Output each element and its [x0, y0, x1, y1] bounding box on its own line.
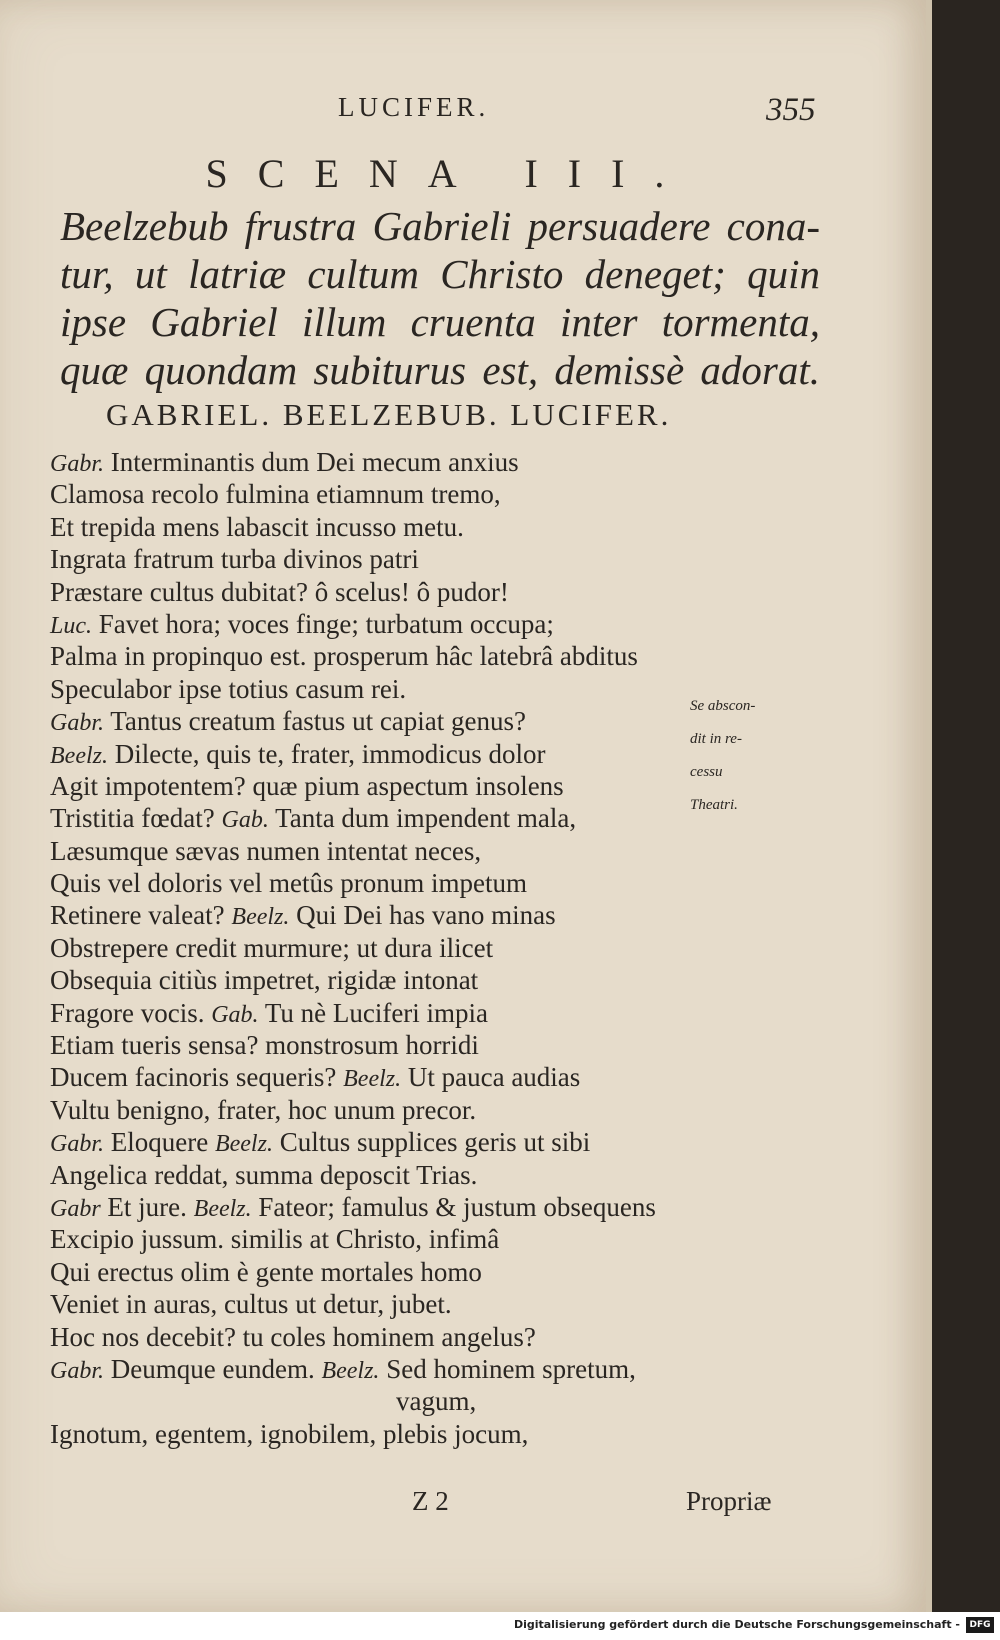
verse-line: [50, 478, 830, 510]
speaker-abbrev: Beelz.: [231, 904, 290, 931]
speaker-abbrev: Gabr.: [50, 710, 105, 737]
verse-line: [50, 835, 830, 867]
verse-line: [50, 1159, 830, 1191]
marginal-line: dit in re-: [690, 731, 742, 747]
line-text: Clamosa recolo fulmina etiamnum tremo,: [50, 479, 501, 510]
speaker-abbrev: Gabr: [50, 1195, 101, 1222]
verse-line: [50, 1256, 830, 1288]
speaker-abbrev: Gabr.: [50, 451, 105, 477]
verse-line: [50, 1223, 830, 1255]
speaker-abbrev: Beelz.: [343, 1066, 402, 1093]
line-text: Ut pauca audias: [401, 1062, 581, 1093]
speaker-abbrev: Beelz.: [321, 1357, 380, 1384]
verse-line: [50, 1288, 830, 1320]
line-text: Interminantis dum Dei mecum anxius: [104, 447, 519, 477]
verse-line: [50, 640, 830, 672]
line-text: Qui Dei has vano minas: [289, 900, 556, 931]
line-text: Angelica reddat, summa deposcit Trias.: [50, 1159, 478, 1190]
line-text: Sed hominem spretum,: [379, 1353, 636, 1384]
argument-line: Beelzebub frustra Gabrieli persuadere cona-: [60, 203, 820, 249]
verse-line: [50, 1191, 830, 1223]
catchword: Propriæ: [686, 1486, 772, 1516]
line-text: Obstrepere credit murmure; ut dura ilicet: [50, 932, 494, 963]
verse-line: [50, 576, 830, 608]
line-text: Obsequia citiùs impetret, rigidæ intonat: [50, 965, 479, 996]
line-text: Ingrata fratrum turba divinos patri: [50, 544, 419, 575]
verse-line: [50, 1385, 830, 1417]
verse-line: [50, 867, 830, 899]
line-text: Tu nè Luciferi impia: [258, 997, 489, 1028]
line-text: Tristitia fœdat?: [50, 803, 222, 834]
speaker-abbrev: Beelz.: [214, 1131, 273, 1158]
digitization-bar: [0, 1612, 1000, 1640]
marginal-line: cessu: [690, 764, 723, 780]
line-text: Palma in propinquo est. prosperum hâc latebrâ abditus: [50, 641, 638, 672]
line-text: Tanta dum impendent mala,: [268, 803, 577, 834]
verse-line: [50, 1061, 830, 1093]
line-text: Et jure.: [100, 1191, 194, 1222]
speaker-abbrev: Beelz.: [193, 1195, 252, 1222]
speaker-abbrev: Gab.: [211, 1001, 259, 1028]
verse-line: [50, 1418, 830, 1450]
line-text: Veniet in auras, cultus ut detur, jubet.: [50, 1289, 452, 1320]
argument-line: quæ quondam subiturus est, demissè adorat.: [60, 347, 820, 393]
line-text: Quis vel doloris vel metûs pronum impetum: [50, 868, 527, 899]
verse-line: [50, 932, 830, 964]
marginal-line: Theatri.: [690, 797, 738, 813]
digitization-note: Digitalisierung gefördert durch die Deutsche Forschungsgemeinschaft -: [513, 1618, 960, 1631]
line-text: Vultu benigno, frater, hoc unum precor.: [50, 1094, 477, 1125]
page-number: 355: [766, 92, 816, 128]
verse-line: [50, 608, 830, 640]
line-text: Eloquere: [104, 1127, 215, 1158]
dfg-logo: DFG: [966, 1617, 994, 1633]
verse-line: [50, 899, 830, 931]
line-text: Etiam tueris sensa? monstrosum horridi: [50, 1030, 479, 1061]
verse-line: [50, 1029, 830, 1061]
speaker-abbrev: Gabr.: [50, 1131, 105, 1158]
signature-mark: Z 2: [412, 1486, 449, 1516]
line-text: Cultus supplices geris ut sibi: [272, 1127, 591, 1158]
line-text: Fateor; famulus & justum obsequens: [251, 1191, 656, 1222]
verse-line: [50, 511, 830, 543]
argument-line: ipse Gabriel illum cruenta inter tormenta,: [60, 299, 820, 345]
marginal-line: Se abscon-: [690, 698, 756, 714]
verse-text: [50, 446, 830, 1450]
line-text: Dilecte, quis te, frater, immodicus dolor: [107, 738, 546, 769]
line-text: Hoc nos decebit? tu coles hominem angelus?: [50, 1321, 536, 1352]
line-text: Præstare cultus dubitat? ô scelus! ô pudor!: [50, 576, 509, 607]
line-text: Agit impotentem? quæ pium aspectum insolens: [50, 770, 564, 801]
line-text: Tantus creatum fastus ut capiat genus?: [104, 706, 526, 737]
line-text: Læsumque sævas numen intentat neces,: [50, 835, 482, 866]
line-text: Speculabor ipse totius casum rei.: [50, 673, 407, 704]
speaker-abbrev: Luc.: [50, 612, 92, 639]
line-text: Et trepida mens labascit incusso metu.: [50, 511, 464, 542]
scene-title: SCENA III.: [205, 151, 695, 196]
line-text: vagum,: [396, 1386, 477, 1417]
speaker-abbrev: Gab.: [221, 807, 269, 834]
marginal-stage-direction: [690, 690, 800, 822]
running-title: LUCIFER.: [338, 92, 490, 122]
cast-list: GABRIEL. BEELZEBUB. LUCIFER.: [106, 397, 672, 432]
speaker-abbrev: Beelz.: [50, 742, 108, 769]
verse-line: [50, 1353, 830, 1385]
speaker-abbrev: Gabr.: [50, 1357, 105, 1384]
line-text: Deumque eundem.: [104, 1353, 322, 1384]
line-text: Excipio jussum. similis at Christo, infimâ: [50, 1224, 500, 1255]
verse-line: [50, 1126, 830, 1158]
verse-line: [50, 1321, 830, 1353]
verse-line: [50, 543, 830, 575]
line-text: Fragore vocis.: [50, 997, 212, 1028]
verse-line: [50, 964, 830, 996]
verse-line: [50, 446, 830, 478]
line-text: Ducem facinoris sequeris?: [50, 1062, 344, 1093]
line-text: Retinere valeat?: [50, 900, 232, 931]
verse-line: [50, 997, 830, 1029]
line-text: Favet hora; voces finge; turbatum occupa;: [92, 608, 554, 639]
verse-line: [50, 1094, 830, 1126]
line-text: Qui erectus olim è gente mortales homo: [50, 1256, 482, 1287]
line-text: Ignotum, egentem, ignobilem, plebis jocum,: [50, 1418, 529, 1449]
scene-argument: [60, 202, 820, 394]
argument-line: tur, ut latriæ cultum Christo deneget; quin: [60, 251, 820, 297]
